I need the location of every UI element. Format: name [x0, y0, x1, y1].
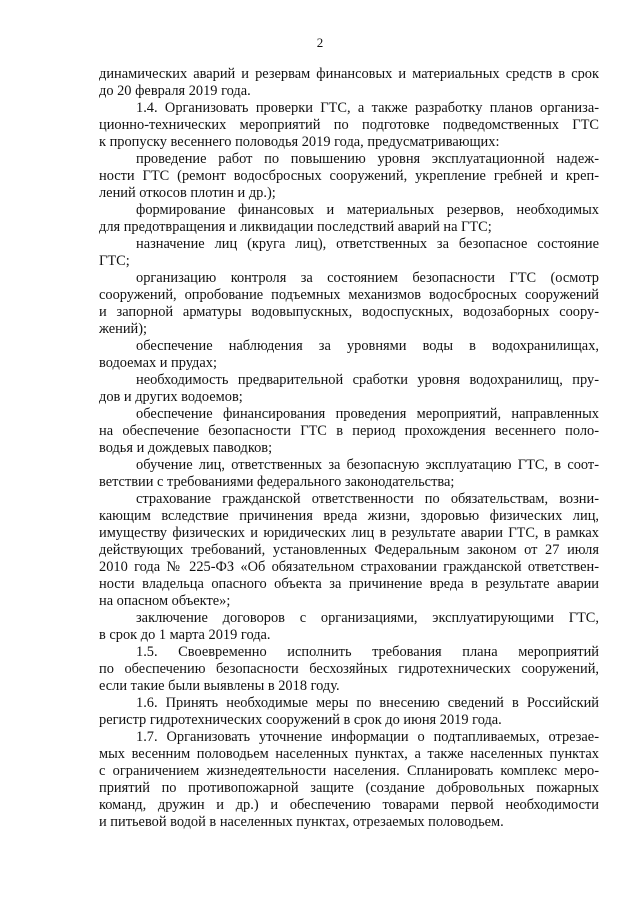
text-line: 1.5. Своевременно исполнить требования плана мероприятий: [136, 644, 599, 660]
text-line: до 20 февраля 2019 года.: [99, 83, 251, 99]
text-line: лений откосов плотин и др.);: [99, 185, 276, 201]
text-line: приятий по противопожарной защите (создание добровольных пожарных: [99, 780, 599, 796]
text-line: водоемах и прудах;: [99, 355, 217, 371]
text-line: обеспечение наблюдения за уровнями воды в водохранилищах,: [136, 338, 599, 354]
text-line: кающим вследствие причинения вреда жизни, здоровью физических лиц,: [99, 508, 599, 524]
text-line: по обеспечению безопасности бесхозяйных гидротехнических сооружений,: [99, 661, 599, 677]
page-number: 2: [316, 35, 324, 50]
text-line: и питьевой водой в населенных пунктах, отрезаемых половодьем.: [99, 814, 504, 830]
text-line: регистр гидротехнических сооружений в срок до июня 2019 года.: [99, 712, 502, 728]
text-line: на опасном объекте»;: [99, 593, 231, 609]
text-line: ГТС;: [99, 253, 130, 269]
text-line: ности ГТС (ремонт водосбросных сооружений, укрепление гребней и креп-: [99, 168, 599, 184]
text-line: 1.6. Принять необходимые меры по внесению сведений в Российский: [136, 695, 599, 711]
text-line: 2010 года № 225-ФЗ «Об обязательном страховании гражданской ответствен-: [99, 559, 599, 575]
text-line: заключение договоров с организациями, эксплуатирующими ГТС,: [136, 610, 599, 626]
text-line: на обеспечение безопасности ГТС в период прохождения весеннего поло-: [99, 423, 599, 439]
text-line: назначение лиц (круга лиц), ответственных за безопасное состояние: [136, 236, 599, 252]
text-line: ветствии с требованиями федерального законодательства;: [99, 474, 455, 490]
text-line: ционно-технических мероприятий по подготовке подведомственных ГТС: [99, 117, 599, 133]
text-line: мых весенним половодьем населенных пунктах, а также населенных пунктах: [99, 746, 599, 762]
text-line: обучение лиц, ответственных за безопасную эксплуатацию ГТС, в соот-: [136, 457, 599, 473]
text-line: для предотвращения и ликвидации последствий аварий на ГТС;: [99, 219, 492, 235]
text-line: проведение работ по повышению уровня эксплуатационной надеж-: [136, 151, 599, 167]
text-line: команд, дружин и др.) и обеспечению товарами первой необходимости: [99, 797, 599, 813]
text-line: водья и дождевых паводков;: [99, 440, 273, 456]
text-line: и запорной арматуры водовыпускных, водоспускных, водозаборных соору-: [99, 304, 599, 320]
text-line: формирование финансовых и материальных резервов, необходимых: [136, 202, 599, 218]
text-line: если такие были выявлены в 2018 году.: [99, 678, 340, 694]
text-line: обеспечение финансирования проведения мероприятий, направленных: [136, 406, 599, 422]
text-line: страхование гражданской ответственности по обязательствам, возни-: [136, 491, 599, 507]
text-line: жений);: [99, 321, 148, 337]
text-line: необходимость предварительной сработки уровня водохранилищ, пру-: [136, 372, 599, 388]
text-line: с ограничением жизнедеятельности населения. Спланировать комплекс меро-: [99, 763, 599, 779]
text-line: 1.7. Организовать уточнение информации о подтапливаемых, отрезае-: [136, 729, 599, 745]
text-line: ности владельца опасного объекта за причинение вреда в результате аварии: [99, 576, 599, 592]
text-line: организацию контроля за состоянием безопасности ГТС (осмотр: [136, 270, 599, 286]
text-line: динамических аварий и резервам финансовых и материальных средств в срок: [99, 66, 599, 82]
document-body: [99, 66, 599, 831]
text-line: в срок до 1 марта 2019 года.: [99, 627, 271, 643]
text-line: действующих требований, установленных Федеральным законом от 27 июля: [99, 542, 599, 558]
text-line: имуществу физических и юридических лиц в результате аварии ГТС, в рамках: [99, 525, 599, 541]
text-line: дов и других водоемов;: [99, 389, 243, 405]
text-line: к пропуску весеннего половодья 2019 года, предусматривающих:: [99, 134, 500, 150]
text-line: 1.4. Организовать проверки ГТС, а также разработку планов организа-: [136, 100, 599, 116]
text-line: сооружений, опробование подъемных механизмов водосбросных сооружений: [99, 287, 599, 303]
